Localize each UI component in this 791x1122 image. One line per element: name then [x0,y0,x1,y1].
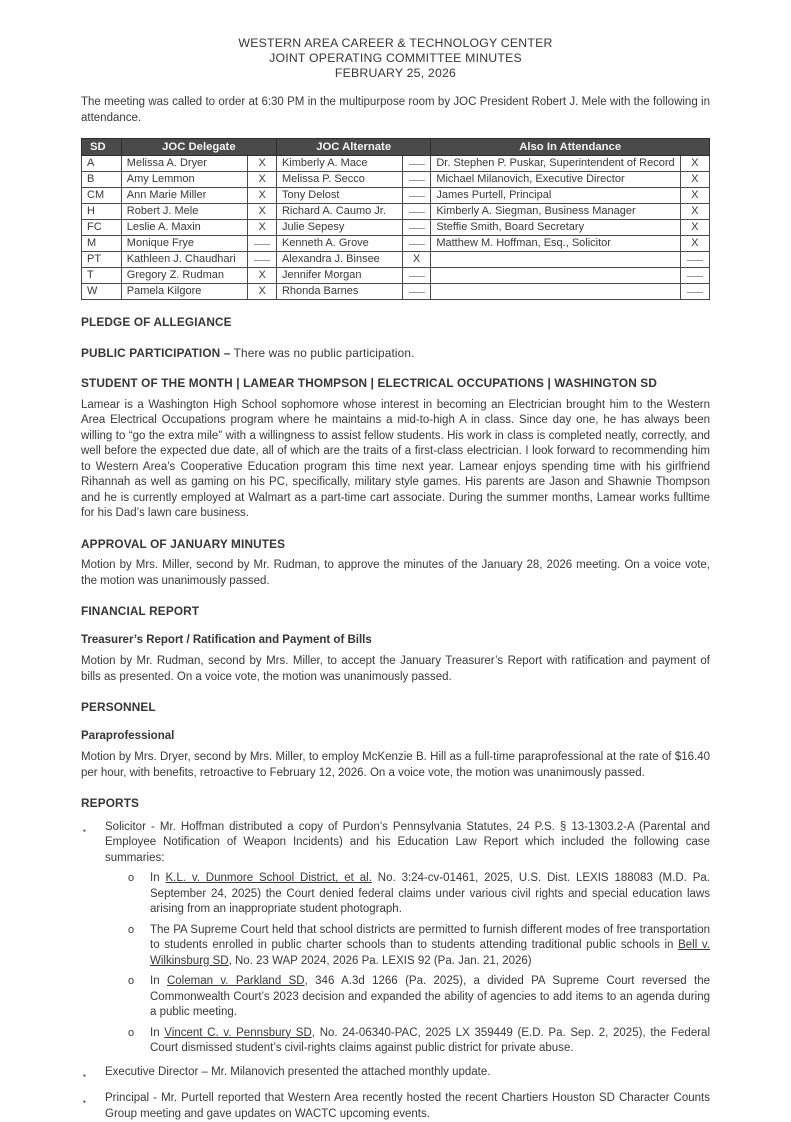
alternate-name-cell: Rhonda Barnes [276,284,402,300]
alternate-name-cell: Julie Sepesy [276,220,402,236]
section-heading-pledge: PLEDGE OF ALLEGIANCE [81,315,710,331]
case-summary-text [150,1026,710,1057]
delegate-x-cell: X [248,204,277,220]
square-bullet-icon: ▪ [83,1091,105,1122]
delegate-x-cell: X [248,268,277,284]
attendance-name-cell: Kimberly A. Siegman, Business Manager [431,204,680,220]
case-summary-item [128,1026,710,1057]
attendance-table-row [82,252,710,268]
case-citation: Coleman v. Parkland SD [167,975,305,987]
case-text-pre: The PA Supreme Court held that school districts are permitted to furnish different modes of free transportation to students enrolled in public charter schools than to students attending traditional public schools in [150,924,710,952]
alternate-name-cell: Kimberly A. Mace [276,156,402,172]
square-bullet-icon: ▪ [83,1065,105,1084]
alternate-x-cell [402,220,431,236]
case-summary-item [128,974,710,1021]
delegate-name-cell: Pamela Kilgore [121,284,248,300]
attendance-table-row [82,268,710,284]
case-text-post: , No. 24-06340-PAC, 2025 LX 359449 (E.D. Pa. Sep. 2, 2025), the Federal Court dismissed student’s civil-rights claims against public district for private abuse. [150,1027,710,1055]
delegate-name-cell: Melissa A. Dryer [121,156,248,172]
case-citation: K.L. v. Dunmore School District, et al. [165,872,371,884]
sd-cell: PT [82,252,122,268]
meeting-date: FEBRUARY 25, 2026 [81,66,710,81]
attendance-table-row [82,156,710,172]
attendance-table-row [82,236,710,252]
case-summary-item [128,871,710,918]
section-heading-reports: REPORTS [81,796,710,812]
attendance-name-cell [431,268,680,284]
delegate-name-cell: Leslie A. Maxin [121,220,248,236]
case-text-post: , 346 A.3d 1266 (Pa. 2025), a divided PA Supreme Court reversed the Commonwealth Court’s 2023 decision and expanded the ability of agencies to add items to an agenda during a public meeting. [150,975,710,1018]
delegate-x-cell: X [248,284,277,300]
case-text-pre: In [150,1027,164,1039]
delegate-name-cell: Gregory Z. Rudman [121,268,248,284]
attendance-x-cell [680,252,709,268]
alternate-x-cell [402,204,431,220]
case-citation: Bell v. Wilkinsburg SD [150,939,710,967]
attendance-name-cell: Steffie Smith, Board Secretary [431,220,680,236]
delegate-x-cell: X [248,156,277,172]
attendance-x-cell [680,268,709,284]
delegate-x-cell: X [248,220,277,236]
column-header-alternate: JOC Alternate [276,138,430,156]
column-header-sd: SD [82,138,122,156]
case-text-post: , No. 23 WAP 2024, 2026 Pa. LEXIS 92 (Pa. Jan. 21, 2026) [229,955,532,967]
section-heading-financial-report: FINANCIAL REPORT [81,604,710,620]
attendance-table-row [82,220,710,236]
case-text-pre: In [150,872,165,884]
alternate-name-cell: Kenneth A. Grove [276,236,402,252]
delegate-name-cell: Monique Frye [121,236,248,252]
document-title-block [81,36,710,81]
attendance-x-cell: X [680,156,709,172]
circle-bullet-icon: o [128,871,150,918]
alternate-x-cell [402,268,431,284]
case-text-pre: In [150,975,167,987]
sd-cell: A [82,156,122,172]
financial-report-paragraph: Motion by Mr. Rudman, second by Mrs. Miller, to accept the January Treasurer’s Report with ratification and payment of bills as presented. On a voice vote, the motion was unanimously passed. [81,654,710,685]
alternate-x-cell [402,172,431,188]
call-to-order-paragraph: The meeting was called to order at 6:30 PM in the multipurpose room by JOC President Robert J. Mele with the following in attendance. [81,95,710,126]
document-type: JOINT OPERATING COMMITTEE MINUTES [81,51,710,66]
attendance-x-cell: X [680,172,709,188]
square-bullet-icon: ▪ [83,820,105,867]
delegate-name-cell: Robert J. Mele [121,204,248,220]
approval-minutes-paragraph: Motion by Mrs. Miller, second by Mr. Rudman, to approve the minutes of the January 28, 2026 meeting. On a voice vote, the motion was unanimously passed. [81,558,710,589]
attendance-name-cell: Dr. Stephen P. Puskar, Superintendent of Record [431,156,680,172]
delegate-name-cell: Ann Marie Miller [121,188,248,204]
report-bullet-item [83,820,710,867]
sd-cell: W [82,284,122,300]
case-summary-text [150,871,710,918]
report-bullet-text: Executive Director – Mr. Milanovich presented the attached monthly update. [105,1065,710,1084]
attendance-table-row [82,172,710,188]
delegate-name-cell: Kathleen J. Chaudhari [121,252,248,268]
circle-bullet-icon: o [128,923,150,970]
alternate-name-cell: Tony Delost [276,188,402,204]
personnel-paragraph: Motion by Mrs. Dryer, second by Mrs. Miller, to employ McKenzie B. Hill as a full-time paraprofessional at the rate of $16.40 per hour, with benefits, retroactive to February 12, 2026. On a voice vote, the motion was unanimously passed. [81,750,710,781]
circle-bullet-icon: o [128,1026,150,1057]
alternate-name-cell: Jennifer Morgan [276,268,402,284]
attendance-x-cell [680,284,709,300]
column-header-delegate: JOC Delegate [121,138,276,156]
delegate-x-cell [248,236,277,252]
report-bullet-item [83,1065,710,1084]
reports-list [81,820,710,1122]
alternate-x-cell [402,236,431,252]
alternate-x-cell: X [402,252,431,268]
attendance-x-cell: X [680,236,709,252]
report-bullet-text: Solicitor - Mr. Hoffman distributed a copy of Purdon’s Pennsylvania Statutes, 24 P.S. § 13-1303.2-A (Parental and Employee Notification of Weapon Incidents) and his Education Law Report which included the following case summaries: [105,820,710,867]
sd-cell: CM [82,188,122,204]
sd-cell: FC [82,220,122,236]
case-summary-text [150,923,710,970]
subheading-paraprofessional: Paraprofessional [81,729,710,745]
public-participation-text: There was no public participation. [230,346,414,360]
delegate-x-cell [248,252,277,268]
case-text-post: No. 3:24-cv-01461, 2025, U.S. Dist. LEXIS 188083 (M.D. Pa. September 24, 2025) the Court denied federal claims under various civil rights and special education laws arising from an inappropriate student photograph. [150,872,710,915]
org-name: WESTERN AREA CAREER & TECHNOLOGY CENTER [81,36,710,51]
sd-cell: T [82,268,122,284]
attendance-table-row [82,204,710,220]
alternate-x-cell [402,188,431,204]
attendance-name-cell [431,252,680,268]
attendance-x-cell: X [680,220,709,236]
attendance-name-cell: James Purtell, Principal [431,188,680,204]
circle-bullet-icon: o [128,974,150,1021]
sd-cell: B [82,172,122,188]
attendance-x-cell: X [680,204,709,220]
case-summary-item [128,923,710,970]
alternate-name-cell: Alexandra J. Binsee [276,252,402,268]
report-bullet-text: Principal - Mr. Purtell reported that Western Area recently hosted the recent Chartiers Houston SD Character Counts Group meeting and gave updates on WACTC upcoming events. [105,1091,710,1122]
alternate-x-cell [402,284,431,300]
public-participation-label: PUBLIC PARTICIPATION – [81,346,230,360]
attendance-table-row [82,188,710,204]
section-heading-personnel: PERSONNEL [81,700,710,716]
sd-cell: H [82,204,122,220]
attendance-table-header-row [82,138,710,156]
attendance-table [81,138,710,301]
subheading-treasurers-report: Treasurer’s Report / Ratification and Payment of Bills [81,633,710,649]
section-heading-approval-minutes: APPROVAL OF JANUARY MINUTES [81,537,710,553]
attendance-table-row [82,284,710,300]
section-heading-public-participation [81,346,710,362]
student-of-month-paragraph: Lamear is a Washington High School sophomore whose interest in becoming an Electrician brought him to the Western Area Electrical Occupations program where he maintains a mid-to-high A in class. Since day one, he has always been willing to “go the extra mile” with a willingness to assist fellow students. His work in class is completed neatly, correctly, and well before the expected due date, all of which are the traits of a first-class electrician. I look forward to recommending him to Western Area’s Cooperative Education program this time next year. Lamear enjoys spending time with his girlfriend Rihannah as well as gaming on his PC, specifically, military style games. His parents are Jason and Shawnie Thompson and he is currently employed at Walmart as a part-time cart associate. During the summer months, Lamear works fulltime for his Dad’s lawn care business. [81,398,710,522]
alternate-name-cell: Richard A. Caumo Jr. [276,204,402,220]
delegate-x-cell: X [248,188,277,204]
attendance-name-cell: Matthew M. Hoffman, Esq., Solicitor [431,236,680,252]
case-citation: Vincent C. v. Pennsbury SD [164,1027,312,1039]
alternate-x-cell [402,156,431,172]
delegate-x-cell: X [248,172,277,188]
column-header-attendance: Also In Attendance [431,138,710,156]
section-heading-student-of-month: STUDENT OF THE MONTH | LAMEAR THOMPSON | ELECTRICAL OCCUPATIONS | WASHINGTON SD [81,376,710,392]
attendance-name-cell [431,284,680,300]
sd-cell: M [82,236,122,252]
attendance-x-cell: X [680,188,709,204]
attendance-name-cell: Michael Milanovich, Executive Director [431,172,680,188]
case-summary-text [150,974,710,1021]
alternate-name-cell: Melissa P. Secco [276,172,402,188]
report-bullet-item [83,1091,710,1122]
delegate-name-cell: Amy Lemmon [121,172,248,188]
